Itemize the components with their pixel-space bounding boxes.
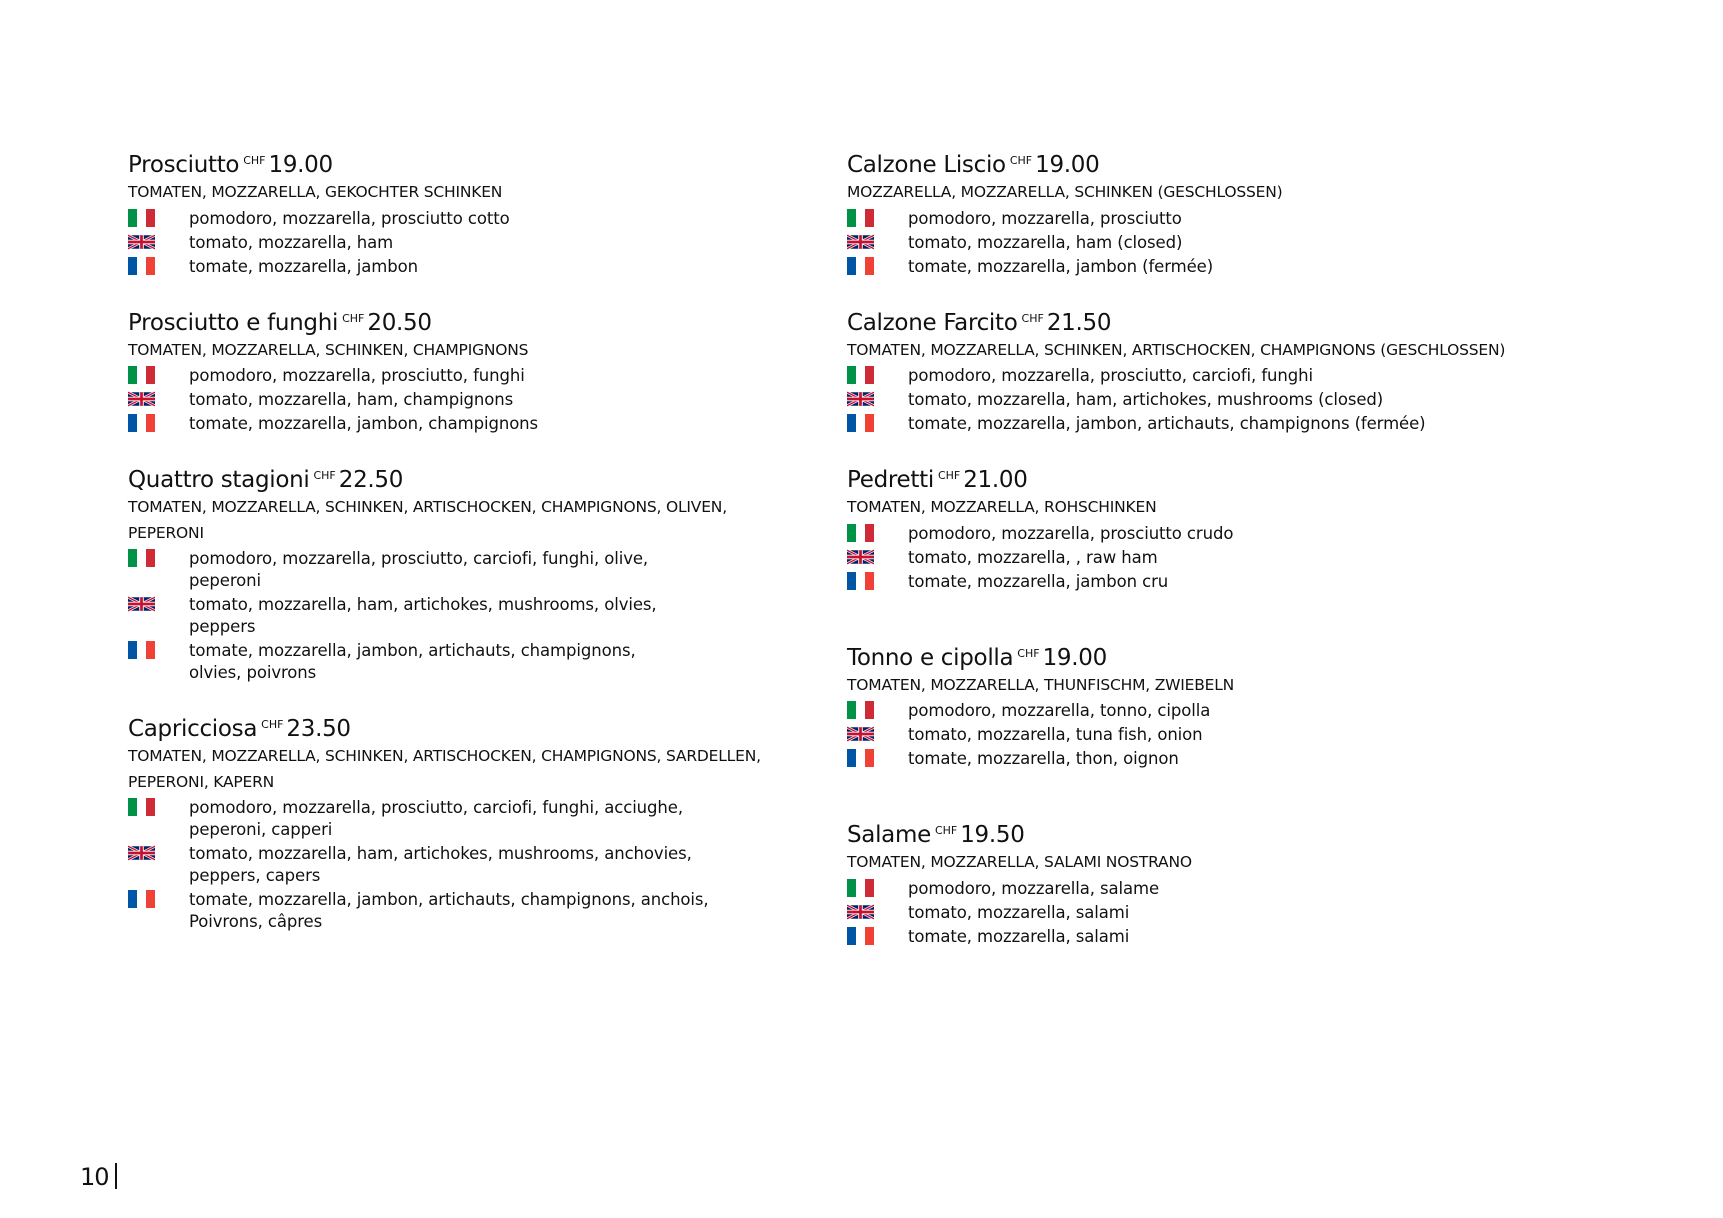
french-flag-icon [128, 890, 155, 908]
description-fr: tomate, mozzarella, jambon, artichauts, champignons (fermée) [908, 414, 1426, 433]
menu-item [128, 461, 788, 684]
description-it: pomodoro, mozzarella, tonno, cipolla [908, 701, 1211, 720]
menu-item [128, 146, 788, 278]
menu-item [847, 816, 1667, 948]
description-en: tomato, mozzarella, ham (closed) [908, 232, 1183, 252]
pizza-price: 19.00 [268, 152, 333, 178]
ingredients-de: TOMATEN, MOZZARELLA, SALAMI NOSTRANO [847, 853, 1192, 871]
menu-item [847, 304, 1667, 436]
pizza-price: 21.50 [1046, 309, 1112, 336]
uk-flag-icon [847, 725, 874, 743]
french-flag-icon [128, 641, 155, 659]
description-en: tomato, mozzarella, ham, artichokes, mushrooms, anchovies, peppers, capers [189, 844, 692, 885]
page-number-value: 10 [80, 1163, 109, 1191]
uk-flag-icon [847, 390, 874, 408]
menu-item-title [847, 816, 1667, 850]
pizza-name: Salame [847, 822, 931, 848]
description-it: pomodoro, mozzarella, prosciutto crudo [908, 523, 1234, 543]
uk-flag-icon [847, 233, 874, 251]
pizza-name: Calzone Farcito [847, 309, 1018, 336]
menu-item [847, 461, 1667, 593]
uk-flag-icon [128, 233, 155, 251]
currency-label: CHF [243, 154, 266, 167]
description-it: pomodoro, mozzarella, prosciutto, funghi [189, 366, 525, 385]
ingredients-de: TOMATEN, MOZZARELLA, ROHSCHINKEN [847, 498, 1157, 516]
currency-label: CHF [261, 718, 284, 731]
currency-label: CHF [1021, 311, 1044, 325]
italian-flag-icon [128, 549, 155, 567]
description-en: tomato, mozzarella, salami [908, 902, 1130, 922]
pizza-price: 20.50 [367, 309, 432, 336]
pizza-price: 19.50 [960, 822, 1025, 848]
menu-item-title [128, 710, 788, 744]
french-flag-icon [847, 572, 874, 590]
french-flag-icon [847, 927, 874, 945]
description-fr: tomate, mozzarella, salami [908, 926, 1130, 946]
french-flag-icon [847, 749, 874, 767]
ingredients-de: TOMATEN, MOZZARELLA, SCHINKEN, ARTISCHOCKEN, CHAMPIGNONS (GESCHLOSSEN) [847, 340, 1506, 359]
description-it: pomodoro, mozzarella, prosciutto, carciofi, funghi, acciughe, peperoni, capperi [189, 798, 683, 839]
pizza-price: 19.00 [1042, 644, 1107, 671]
description-en: tomato, mozzarella, ham, artichokes, mushrooms, olvies, peppers [189, 595, 657, 636]
pizza-name: Capricciosa [128, 716, 258, 742]
uk-flag-icon [847, 548, 874, 566]
pizza-name: Prosciutto [128, 152, 240, 178]
italian-flag-icon [847, 524, 874, 542]
menu-item-title [128, 304, 788, 338]
description-en: tomato, mozzarella, ham, artichokes, mushrooms (closed) [908, 390, 1384, 409]
italian-flag-icon [847, 366, 874, 384]
pizza-name: Tonno e cipolla [847, 644, 1014, 671]
menu-item-title [128, 461, 788, 495]
ingredients-de: TOMATEN, MOZZARELLA, THUNFISCHM, ZWIEBELN [847, 675, 1235, 694]
menu-item [128, 304, 788, 436]
currency-label: CHF [313, 469, 336, 482]
description-it: pomodoro, mozzarella, salame [908, 878, 1160, 898]
currency-label: CHF [342, 311, 365, 325]
description-fr: tomate, mozzarella, jambon, champignons [189, 414, 539, 433]
uk-flag-icon [128, 844, 155, 862]
italian-flag-icon [847, 879, 874, 897]
menu-item-title [847, 639, 1667, 673]
ingredients-de: TOMATEN, MOZZARELLA, SCHINKEN, ARTISCHOCKEN, CHAMPIGNONS, SARDELLEN, PEPERONI, KAPERN [128, 747, 761, 791]
pizza-price: 23.50 [286, 716, 351, 742]
italian-flag-icon [128, 209, 155, 227]
ingredients-de: TOMATEN, MOZZARELLA, SCHINKEN, ARTISCHOCKEN, CHAMPIGNONS, OLIVEN, PEPERONI [128, 498, 727, 542]
currency-label: CHF [937, 469, 961, 482]
menu-item [847, 639, 1667, 771]
description-en: tomato, mozzarella, , raw ham [908, 547, 1158, 567]
description-it: pomodoro, mozzarella, prosciutto cotto [189, 208, 510, 228]
italian-flag-icon [128, 798, 155, 816]
menu-item-title [847, 461, 1667, 495]
description-fr: tomate, mozzarella, jambon (fermée) [908, 256, 1214, 276]
french-flag-icon [128, 414, 155, 432]
page-divider [115, 1163, 117, 1189]
description-it: pomodoro, mozzarella, prosciutto, carciofi, funghi [908, 366, 1313, 385]
pizza-name: Calzone Liscio [847, 152, 1006, 178]
currency-label: CHF [1017, 646, 1040, 660]
description-it: pomodoro, mozzarella, prosciutto [908, 208, 1182, 228]
menu-item-title [128, 146, 788, 180]
italian-flag-icon [128, 366, 155, 384]
pizza-price: 19.00 [1035, 152, 1100, 178]
italian-flag-icon [847, 209, 874, 227]
ingredients-de: TOMATEN, MOZZARELLA, SCHINKEN, CHAMPIGNONS [128, 340, 529, 359]
pizza-price: 22.50 [338, 467, 404, 493]
pizza-name: Prosciutto e funghi [128, 309, 339, 336]
ingredients-de: TOMATEN, MOZZARELLA, GEKOCHTER SCHINKEN [128, 183, 503, 201]
menu-item-title [847, 146, 1667, 180]
french-flag-icon [128, 257, 155, 275]
french-flag-icon [847, 414, 874, 432]
description-it: pomodoro, mozzarella, prosciutto, carciofi, funghi, olive, peperoni [189, 549, 649, 590]
pizza-name: Quattro stagioni [128, 467, 310, 493]
french-flag-icon [847, 257, 874, 275]
menu-column-left [128, 146, 788, 959]
menu-item-title [847, 304, 1667, 338]
currency-label: CHF [1009, 154, 1033, 167]
uk-flag-icon [128, 595, 155, 613]
menu-item [847, 146, 1667, 278]
uk-flag-icon [128, 390, 155, 408]
menu-column-right [847, 146, 1667, 974]
description-en: tomato, mozzarella, ham, champignons [189, 390, 514, 409]
description-fr: tomate, mozzarella, jambon cru [908, 571, 1169, 591]
currency-label: CHF [934, 824, 958, 837]
menu-item [128, 710, 788, 933]
description-fr: tomate, mozzarella, thon, oignon [908, 749, 1179, 768]
uk-flag-icon [847, 903, 874, 921]
pizza-price: 21.00 [963, 467, 1028, 493]
description-fr: tomate, mozzarella, jambon, artichauts, champignons, olvies, poivrons [189, 641, 636, 682]
ingredients-de: MOZZARELLA, MOZZARELLA, SCHINKEN (GESCHLOSSEN) [847, 183, 1283, 201]
page-number [80, 1163, 117, 1191]
description-fr: tomate, mozzarella, jambon [189, 256, 418, 276]
description-en: tomato, mozzarella, ham [189, 232, 394, 252]
description-fr: tomate, mozzarella, jambon, artichauts, champignons, anchois, Poivrons, câpres [189, 890, 709, 931]
italian-flag-icon [847, 701, 874, 719]
description-en: tomato, mozzarella, tuna fish, onion [908, 725, 1203, 744]
pizza-name: Pedretti [847, 467, 934, 493]
